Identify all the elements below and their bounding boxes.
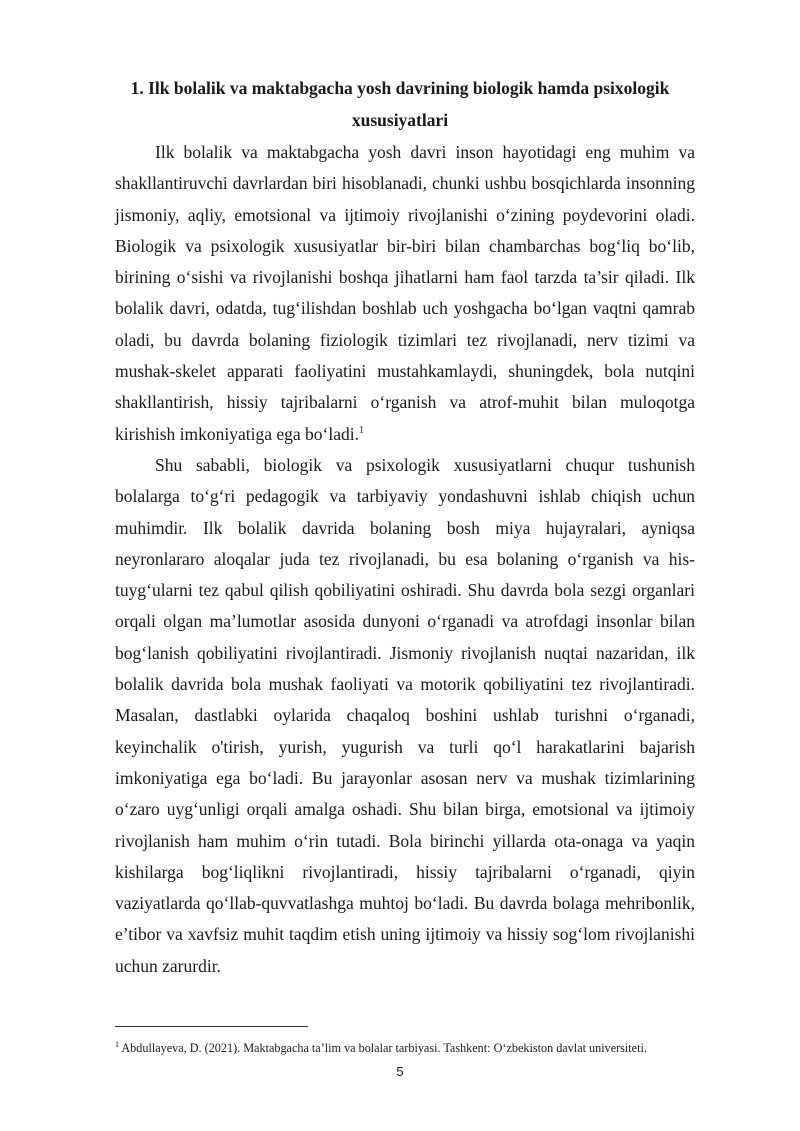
section-heading-line-1: 1. Ilk bolalik va maktabgacha yosh davrining biologik hamda psixologik <box>130 78 670 98</box>
page-number: 5 <box>396 1064 404 1079</box>
section-heading <box>110 72 690 136</box>
paragraph-1 <box>115 137 695 450</box>
paragraph-2 <box>115 450 695 982</box>
paragraph-2-text: Shu sababli, biologik va psixologik xususiyatlarni chuqur tushunish bolalarga to‘g‘ri pedagogik va tarbiyaviy yondashuvni ishlab chiqish uchun muhimdir. Ilk bolalik davrida bolaning bosh miya hujayralari, ayniqsa neyronlararo aloqalar juda tez rivojlanadi, bu esa bolaning o‘rganish va his-tuyg‘ularni tez qabul qilish qobiliyatini oshiradi. Shu davrda bola sezgi organlari orqali olgan ma’lumotlar asosida dunyoni o‘rganadi va atrofdagi insonlar bilan bog‘lanish qobiliyatini rivojlantiradi. Jismoniy rivojlanish nuqtai nazaridan, ilk bolalik davrida bola mushak faoliyati va motorik qobiliyatini tez rivojlantiradi. Masalan, dastlabki oylarida chaqaloq boshini ushlab turishni o‘rganadi, keyinchalik o'tirish, yurish, yugurish va turli qo‘l harakatlarini bajarish imkoniyatiga ega bo‘ladi. Bu jarayonlar asosan nerv va mushak tizimlarining o‘zaro uyg‘unligi orqali amalga oshadi. Shu bilan birga, emotsional va ijtimoiy rivojlanish ham muhim o‘rin tutadi. Bola birinchi yillarda ota-onaga va yaqin kishilarga bog‘liqlikni rivojlantiradi, hissiy tajribalarni o‘rganadi, qiyin vaziyatlarda qo‘llab-quvvatlashga muhtoj bo‘ladi. Bu davrda bolaga mehribonlik, e’tibor va xavfsiz muhit taqdim etish uning ijtimoiy va hissiy sog‘lom rivojlanishi uchun zarurdir. <box>115 454 695 976</box>
body-text <box>115 137 695 982</box>
section-heading-line-2: xususiyatlari <box>351 110 449 130</box>
footnote-text: Abdullayeva, D. (2021). Maktabgacha ta’lim va bolalar tarbiyasi. Tashkent: O‘zbekiston davlat universiteti. <box>119 1041 647 1055</box>
footnote <box>115 1040 735 1056</box>
footnote-separator <box>115 1026 308 1027</box>
paragraph-1-text: Ilk bolalik va maktabgacha yosh davri inson hayotidagi eng muhim va shakllantiruvchi davrlardan biri hisoblanadi, chunki ushbu bosqichlarda insonning jismoniy, aqliy, emotsional va ijtimoiy rivojlanishi o‘zining poydevorini oladi. Biologik va psixologik xususiyatlar bir-biri bilan chambarchas bog‘liq bo‘lib, birining o‘sishi va rivojlanishi boshqa jihatlarni ham faol tarzda ta’sir qiladi. Ilk bolalik davri, odatda, tug‘ilishdan boshlab uch yoshgacha bo‘lgan vaqtni qamrab oladi, bu davrda bolaning fiziologik tizimlari tez rivojlanadi, nerv tizimi va mushak-skelet apparati faoliyatini mustahkamlaydi, shuningdek, bola nutqini shakllantirish, hissiy tajribalarni o‘rganish va atrof-muhit bilan muloqotga kirishish imkoniyatiga ega bo‘ladi. <box>115 142 695 444</box>
footnote-mark: 1 <box>115 1039 119 1049</box>
footnote-reference[interactable]: 1 <box>358 424 364 436</box>
